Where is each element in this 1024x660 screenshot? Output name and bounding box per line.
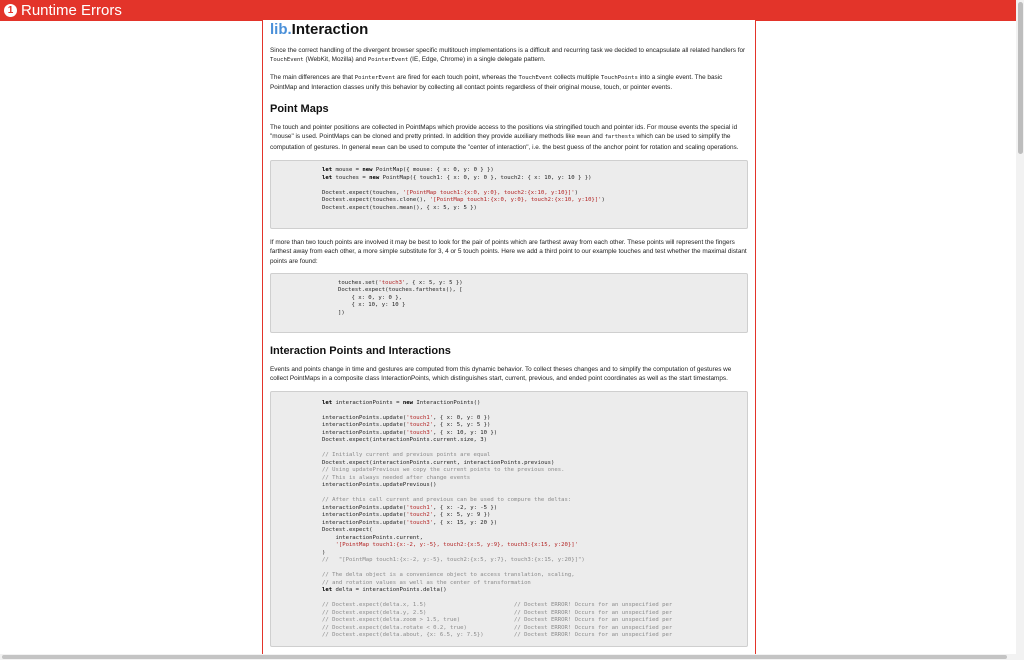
code-line bbox=[322, 602, 747, 610]
code-line bbox=[322, 535, 747, 543]
page-title bbox=[270, 21, 748, 39]
text-run: into a single event. The basic PointMap and Interaction classes unify this behavior by collecting all contact points regardless of their original mouse, touch, or pointer events. bbox=[270, 73, 723, 91]
inline-code: TouchEvent bbox=[270, 57, 304, 64]
inline-code: TouchPoints bbox=[600, 74, 638, 81]
code-text: touches.set( bbox=[338, 279, 379, 286]
text-run: and bbox=[590, 133, 605, 141]
code-line bbox=[322, 617, 747, 625]
code-keyword: let bbox=[322, 399, 333, 406]
code-comment: // "[PointMap touch1:{x:-2, y:-5}, touch2:{x:5, y:7}, touch3:{x:15, y:20}]") bbox=[322, 557, 585, 564]
code-text: Doctest.expect(touches.clone(), bbox=[322, 197, 430, 204]
code-string: 'touch1' bbox=[406, 504, 434, 511]
intro-paragraph-1 bbox=[270, 46, 748, 66]
code-comment: // Doctest.expect(delta.y, 2.5) // Doctest ERROR! Occurs for an unspecified per bbox=[322, 609, 673, 616]
code-line bbox=[322, 527, 747, 535]
code-line bbox=[322, 595, 747, 603]
code-text: interactionPoints.update( bbox=[322, 429, 407, 436]
inline-code: PointerEvent bbox=[354, 74, 396, 81]
code-text: , { x: 5, y: 5 }) bbox=[433, 422, 491, 429]
code-text: Doctest.expect(interactionPoints.current.size, 3) bbox=[322, 437, 488, 444]
code-text: Doctest.expect(touches.mean(), { x: 5, y: 5 }) bbox=[322, 204, 477, 211]
code-line bbox=[322, 550, 747, 558]
code-string: 'touch1' bbox=[406, 414, 434, 421]
code-text: interactionPoints.update( bbox=[322, 519, 407, 526]
code-text: Doctest.expect(touches, bbox=[322, 189, 403, 196]
code-line bbox=[322, 400, 747, 408]
code-line bbox=[338, 310, 747, 318]
code-line bbox=[322, 167, 747, 175]
text-run: which can be used to simplify the computation of gestures. In general bbox=[270, 133, 731, 151]
code-listing[interactable] bbox=[322, 167, 747, 212]
code-line bbox=[322, 175, 747, 183]
code-line bbox=[322, 520, 747, 528]
code-line bbox=[322, 542, 747, 550]
code-text: interactionPoints = bbox=[332, 399, 403, 406]
horizontal-scrollbar[interactable] bbox=[0, 654, 1016, 660]
code-line bbox=[322, 565, 747, 573]
heading-interaction-points: Interaction Points and Interactions bbox=[270, 344, 451, 357]
code-text: , { x: 0, y: 0 }) bbox=[433, 414, 491, 421]
code-comment: // Initially current and previous points are equal bbox=[322, 452, 491, 459]
text-run: (WebKit, Mozilla) and bbox=[303, 56, 368, 64]
code-text: ) bbox=[601, 197, 605, 204]
code-comment: // Doctest.expect(delta.rotate < 0.2, true) // Doctest ERROR! Occurs for an unspecified per bbox=[322, 624, 673, 631]
code-text: mouse = bbox=[332, 167, 363, 174]
code-line bbox=[322, 625, 747, 633]
code-string: 'touch2' bbox=[406, 422, 434, 429]
code-block-interaction-points[interactable] bbox=[270, 391, 748, 647]
code-text: interactionPoints.update( bbox=[322, 512, 407, 519]
code-string: '[PointMap touch1:{x:0, y:0}, touch2:{x:10, y:10}]' bbox=[429, 197, 602, 204]
code-line bbox=[322, 475, 747, 483]
code-line bbox=[322, 460, 747, 468]
code-line bbox=[322, 587, 747, 595]
code-comment: // Doctest.expect(delta.zoom > 1.5, true) // Doctest ERROR! Occurs for an unspecified per bbox=[322, 617, 673, 624]
code-line bbox=[322, 490, 747, 498]
code-listing[interactable] bbox=[338, 280, 747, 318]
code-string: '[PointMap touch1:{x:-2, y:-5}, touch2:{x:5, y:9}, touch3:{x:15, y:20}]' bbox=[322, 542, 578, 549]
code-line bbox=[322, 497, 747, 505]
code-text: ) bbox=[322, 549, 326, 556]
code-text: , { x: 10, y: 10 }) bbox=[433, 429, 498, 436]
code-line bbox=[322, 407, 747, 415]
code-text: { x: 0, y: 0 }, bbox=[338, 294, 402, 301]
code-text: { x: 10, y: 10 } bbox=[338, 302, 406, 309]
code-text: interactionPoints.update( bbox=[322, 422, 407, 429]
title-main: Interaction bbox=[291, 21, 369, 38]
code-line bbox=[322, 557, 747, 565]
inline-code: farthests bbox=[604, 134, 635, 141]
code-comment: // Doctest.expect(delta.about, {x: 6.5, y: 7.5}) // Doctest ERROR! Occurs for an unspecified per bbox=[322, 632, 673, 639]
farthests-paragraph: If more than two touch points are involved it may be best to look for the pair of points which are farthest away from each other. These points will represent the fingers farthest away from each other, a more simple substitute for 3, 4 or 5 touch points. Here we add a third point to our example touches and test whether the maximal distant points are found: bbox=[270, 239, 747, 265]
code-text: interactionPoints.updatePrevious() bbox=[322, 482, 437, 489]
code-line bbox=[322, 190, 747, 198]
text-run: collects multiple bbox=[552, 73, 601, 81]
code-text: Doctest.expect(touches.farthests(), [ bbox=[338, 287, 463, 294]
code-listing[interactable] bbox=[322, 400, 747, 640]
text-run: can be used to compute the "center of interaction", i.e. the best guess of the anchor point for rotation and scaling operations. bbox=[385, 143, 739, 151]
code-line bbox=[322, 415, 747, 423]
text-run: The main differences are that bbox=[270, 73, 355, 81]
code-keyword: let bbox=[322, 167, 333, 174]
code-text: , { x: 15, y: 20 }) bbox=[433, 519, 498, 526]
code-line bbox=[322, 422, 747, 430]
text-run: The touch and pointer positions are collected in PointMaps which provide access to the positions via stringified touch and pointer ids. For mouse events the special id "mouse" is used. PointMaps can be cloned and pretty printed. In addition they provide auxiliary methods like bbox=[270, 124, 738, 141]
code-keyword: let bbox=[322, 174, 333, 181]
code-keyword: new bbox=[362, 167, 373, 174]
code-line bbox=[322, 452, 747, 460]
code-string: '[PointMap touch1:{x:0, y:0}, touch2:{x:10, y:10}]' bbox=[402, 189, 575, 196]
code-line bbox=[322, 430, 747, 438]
title-prefix: lib. bbox=[270, 21, 292, 38]
code-text: PointMap({ touch1: { x: 0, y: 0 }, touch2: { x: 10, y: 10 } }) bbox=[379, 174, 592, 181]
code-line bbox=[322, 482, 747, 490]
code-line bbox=[322, 205, 747, 213]
code-string: 'touch3' bbox=[406, 519, 434, 526]
error-count-icon[interactable]: 1 bbox=[4, 4, 17, 17]
vertical-scroll-thumb[interactable] bbox=[1018, 2, 1023, 154]
text-run: Since the correct handling of the divergent browser specific multitouch implementations is a difficult and recurring task we decided to encapsulate all related handlers for bbox=[270, 47, 746, 54]
horizontal-scroll-thumb[interactable] bbox=[2, 655, 1007, 659]
code-comment: // This is always needed after change events bbox=[322, 474, 471, 481]
code-line bbox=[338, 302, 747, 310]
code-block-farthests[interactable] bbox=[270, 273, 748, 333]
code-comment: // Doctest.expect(delta.x, 1.5) // Doctest ERROR! Occurs for an unspecified per bbox=[322, 602, 673, 609]
code-line bbox=[322, 197, 747, 205]
code-text: interactionPoints.update( bbox=[322, 414, 407, 421]
code-text: touches = bbox=[332, 174, 370, 181]
code-text: interactionPoints.update( bbox=[322, 504, 407, 511]
heading-point-maps: Point Maps bbox=[270, 103, 329, 116]
inline-code: PointerEvent bbox=[367, 57, 409, 64]
code-line bbox=[322, 437, 747, 445]
point-maps-paragraph bbox=[270, 123, 748, 153]
code-comment: // The delta object is a convenience object to access translation, scaling, bbox=[322, 572, 575, 579]
code-line bbox=[322, 632, 747, 640]
interaction-points-paragraph: Events and points change in time and gestures are computed from this dynamic behavior. To collect theses changes and to simplify the computation of gestures we collect PointMaps in a composite class InteractionPoints, which distinguishes start, current, previous, and ended point coordinates as well as the start timestamps. bbox=[270, 365, 732, 383]
code-line bbox=[322, 182, 747, 190]
inline-code: mean bbox=[576, 134, 591, 141]
runtime-errors-bar[interactable] bbox=[0, 0, 1016, 21]
code-comment: // and rotation values as well as the center of transformation bbox=[322, 579, 531, 586]
text-run: are fired for each touch point, whereas the bbox=[395, 73, 519, 81]
code-string: 'touch3' bbox=[378, 279, 406, 286]
code-text: interactionPoints.current, bbox=[322, 534, 424, 541]
code-text: Doctest.expect( bbox=[322, 527, 373, 534]
code-text: ]) bbox=[338, 309, 345, 316]
code-text: Doctest.expect(interactionPoints.current, interactionPoints.previous) bbox=[322, 459, 555, 466]
code-text: , { x: 5, y: 9 }) bbox=[433, 512, 491, 519]
code-keyword: new bbox=[369, 174, 380, 181]
code-line bbox=[338, 280, 747, 288]
code-line bbox=[322, 572, 747, 580]
code-block-pointmap[interactable] bbox=[270, 160, 748, 229]
code-line bbox=[322, 580, 747, 588]
code-line bbox=[338, 295, 747, 303]
code-text: InteractionPoints() bbox=[412, 399, 481, 406]
code-text: ) bbox=[574, 189, 578, 196]
code-text: PointMap({ mouse: { x: 0, y: 0 } }) bbox=[372, 167, 494, 174]
code-text: , { x: -2, y: -5 }) bbox=[433, 504, 498, 511]
code-line bbox=[322, 610, 747, 618]
code-keyword: let bbox=[322, 587, 333, 594]
runtime-errors-title[interactable]: Runtime Errors bbox=[21, 2, 122, 19]
code-string: 'touch3' bbox=[406, 429, 434, 436]
code-line bbox=[322, 445, 747, 453]
code-text: , { x: 5, y: 5 }) bbox=[405, 279, 463, 286]
text-run: (IE, Edge, Chrome) in a single delegate pattern. bbox=[408, 56, 546, 64]
code-line bbox=[322, 512, 747, 520]
code-comment: // Using updatePrevious we copy the current points to the previous ones. bbox=[322, 467, 565, 474]
code-line bbox=[322, 467, 747, 475]
code-comment: // After this call current and previous can be used to compure the deltas: bbox=[322, 497, 572, 504]
code-text: delta = interactionPoints.delta() bbox=[332, 587, 447, 594]
vertical-scrollbar[interactable] bbox=[1016, 0, 1024, 660]
doc-page bbox=[262, 20, 756, 660]
code-line bbox=[322, 505, 747, 513]
inline-code: TouchEvent bbox=[518, 74, 553, 81]
code-line bbox=[338, 287, 747, 295]
code-keyword: new bbox=[402, 399, 413, 406]
inline-code: mean bbox=[371, 144, 386, 151]
code-string: 'touch2' bbox=[406, 512, 434, 519]
intro-paragraph-2 bbox=[270, 73, 748, 93]
